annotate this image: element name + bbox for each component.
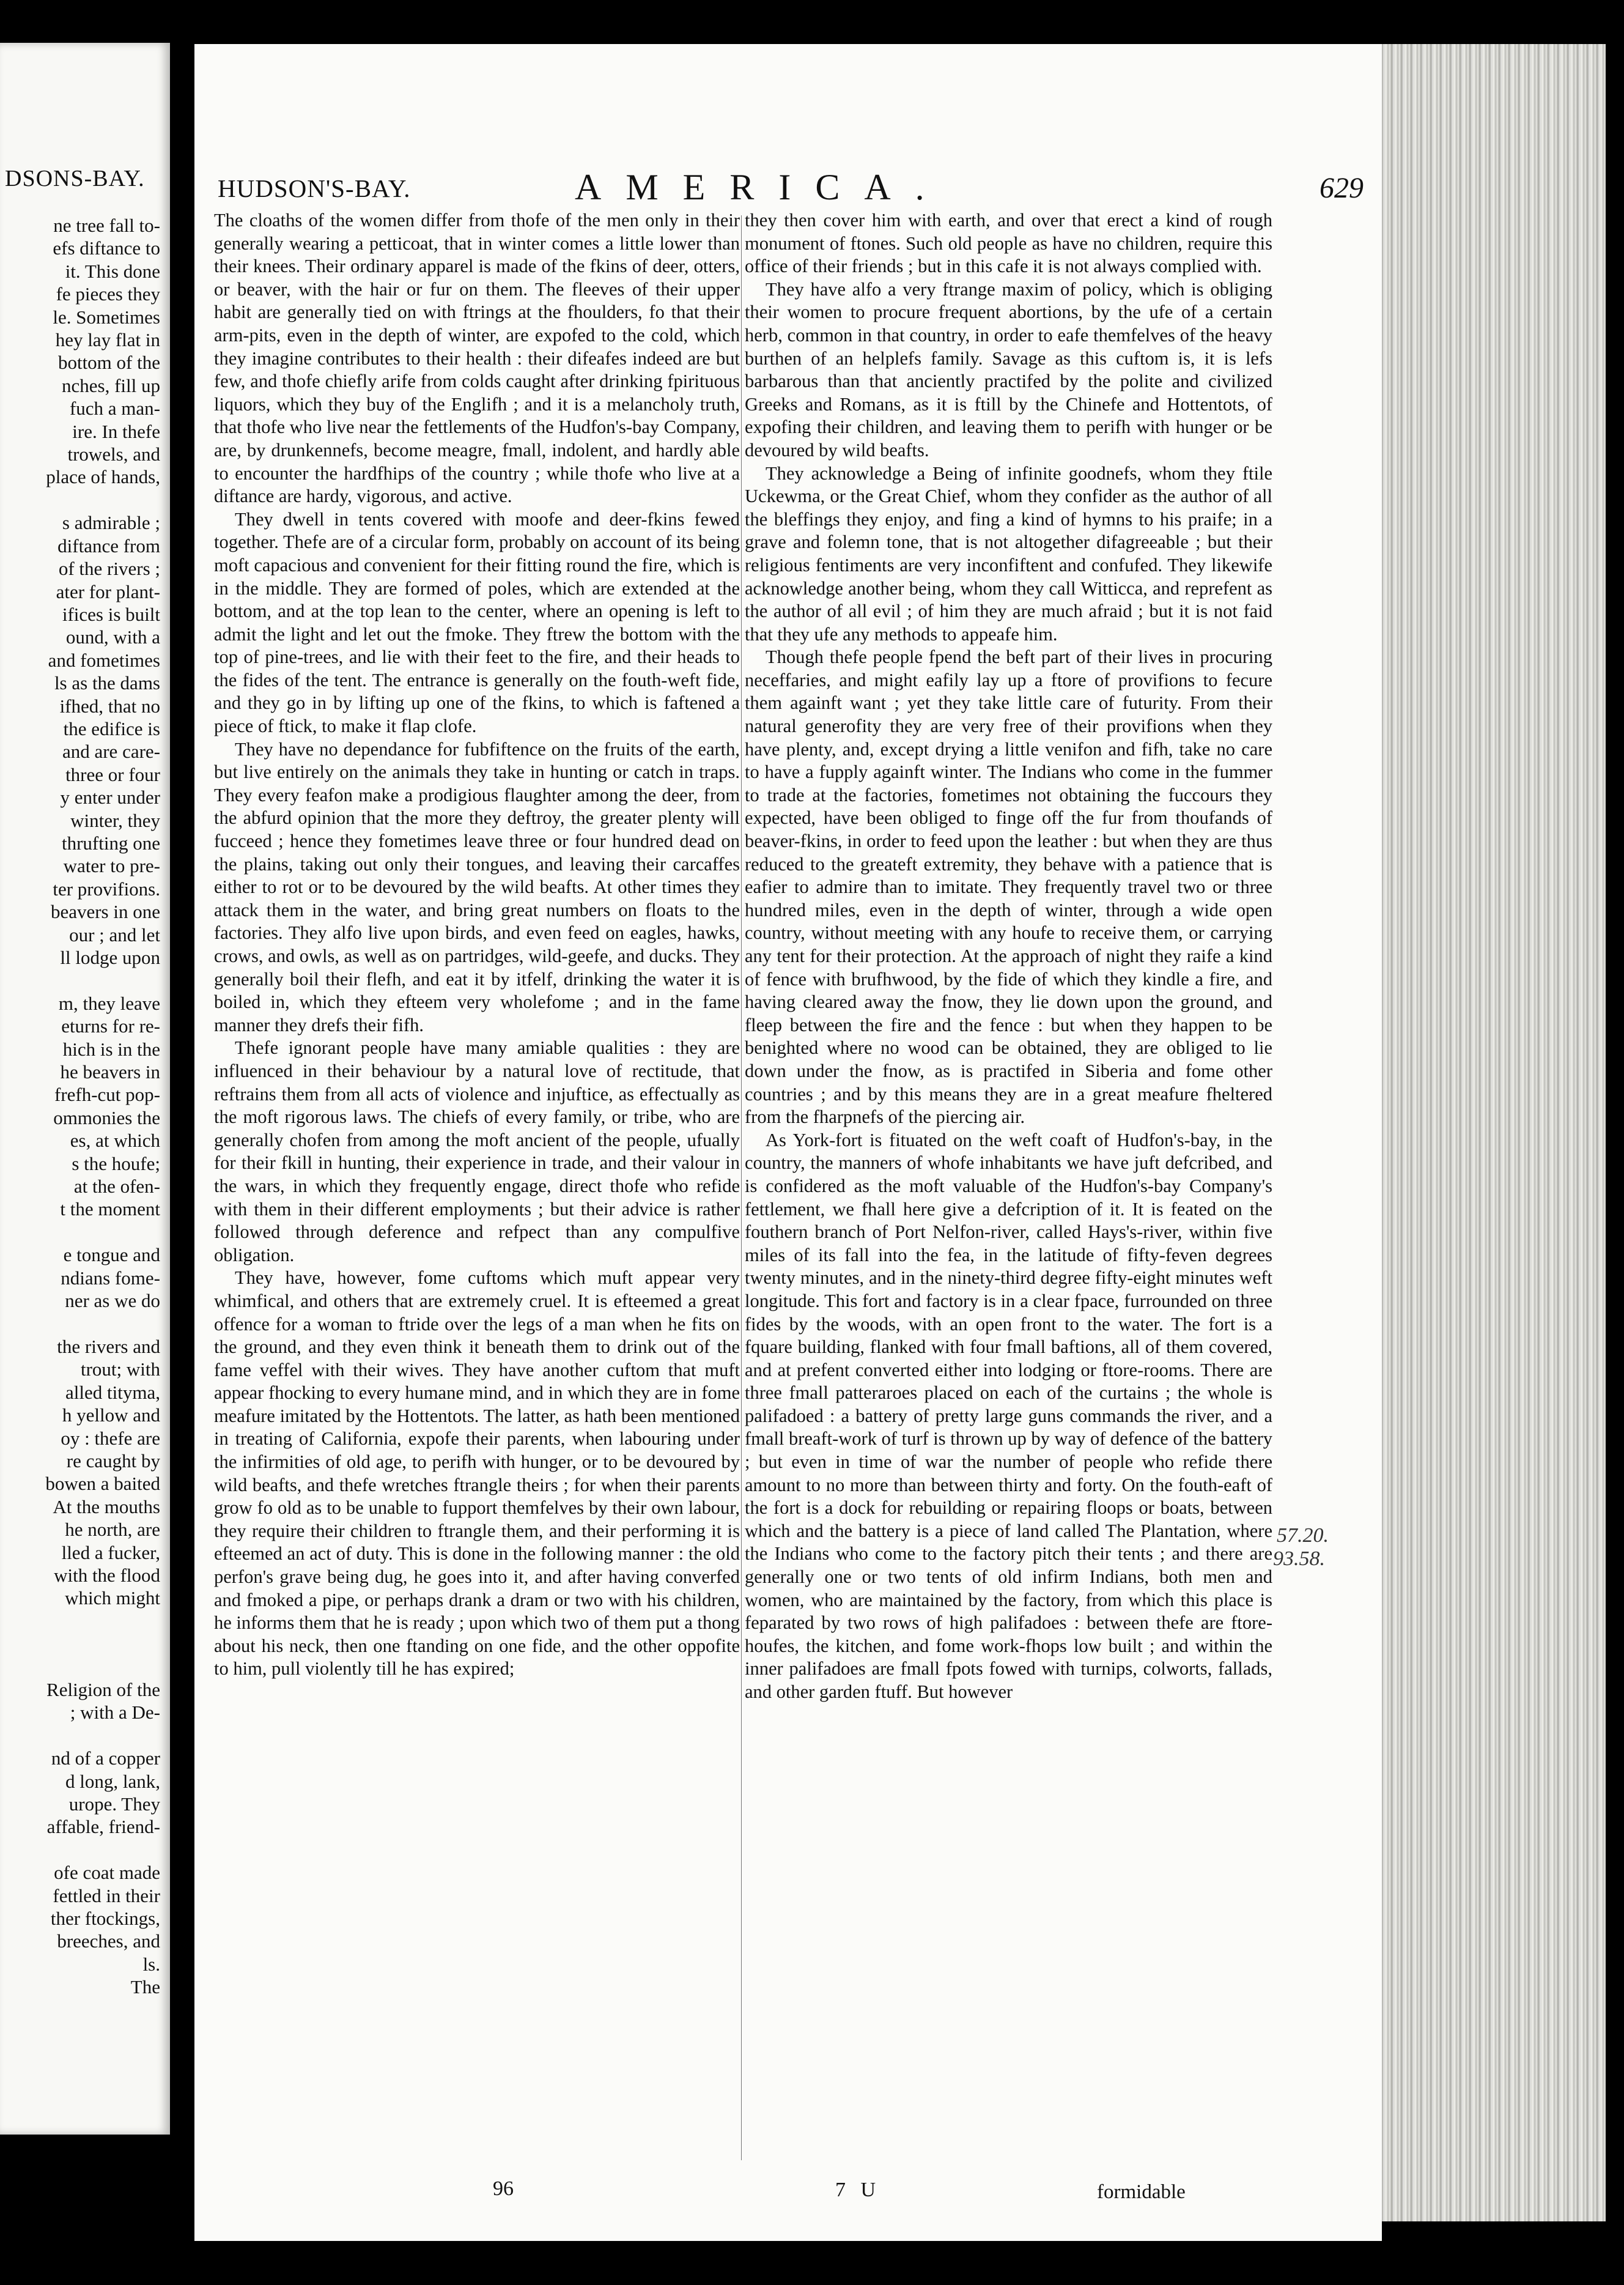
previous-page-line: le. Sometimes [53, 306, 160, 328]
previous-page-line: m, they leave [58, 992, 160, 1014]
previous-page-line: e tongue and [63, 1244, 160, 1266]
previous-page-line: s admirable ; [62, 512, 160, 534]
previous-page-line: nches, fill up [62, 374, 160, 396]
previous-page-line: at the ofen- [73, 1176, 160, 1198]
previous-page-line: place of hands, [46, 466, 160, 488]
previous-page-line: trowels, and [67, 443, 160, 465]
running-head-title: AMERICA. [575, 167, 949, 207]
previous-page-line: with the flood [54, 1564, 160, 1586]
previous-page-line: diftance from [57, 535, 160, 557]
running-head-left: HUDSON'S-BAY. [218, 174, 411, 202]
previous-page-line: ndians fome- [61, 1267, 160, 1289]
previous-page-line: trout; with [80, 1358, 160, 1380]
previous-page-line: he north, are [65, 1519, 160, 1541]
right-column [745, 209, 1272, 1704]
previous-page-line: ne tree fall to- [53, 215, 160, 236]
previous-page-line: h yellow and [62, 1404, 160, 1426]
previous-page-line: ls as the dams [54, 672, 160, 694]
previous-page-line [0, 1632, 160, 1655]
page-edges [1375, 44, 1606, 2221]
margin-note-longitude: 93.58. [1273, 1547, 1325, 1570]
previous-page-line: y enter under [60, 787, 160, 809]
previous-page-line: thrufting one [62, 832, 160, 854]
previous-page-line [0, 1839, 160, 1861]
previous-page-header: DSONS-BAY. [5, 166, 145, 191]
previous-page-line [0, 1724, 160, 1747]
previous-page-line [0, 1313, 160, 1335]
previous-page-line: oy : thefe are [61, 1427, 160, 1449]
previous-page-line: nd of a copper [51, 1747, 160, 1769]
previous-page-line: affable, friend- [46, 1816, 160, 1838]
left-column [214, 209, 740, 1681]
previous-page-line: water to pre- [63, 855, 160, 877]
previous-page-line: and fometimes [48, 649, 160, 671]
previous-page-line: ; with a De- [70, 1702, 160, 1724]
previous-page-line: fe pieces they [56, 283, 160, 305]
paragraph: They dwell in tents covered with moofe and deer-fkins fewed together. Thefe are of a circular form, probably on account of its being moft capacious and convenient for their fitting round the fire, which is in the middle. They are formed of poles, which are extended at the bottom, and at the top lean to the center, where an opening is left to admit the light and let out the fmoke. They ftrew the bottom with the top of pine-trees, and lie with their feet to the fire, and their heads to the fides of the tent. The entrance is generally on the fouth-weft fide, and they go in by lifting up one of the fkins, to which is faftened a piece of ftick, to make it flap clofe. [214, 508, 740, 737]
paragraph: They have no dependance for fubfiftence on the fruits of the earth, but live entirely on the animals they take in hunting or catch in traps. They every feafon make a prodigious flaughter among the deer, from the abfurd opinion that the more they deftroy, the greater plenty will fucceed ; hence they fometimes leave three or four hundred dead on the plains, taking out only their tongues, and leaving their carcaffes either to rot or to be devoured by the wild beafts. At other times they attack them in the water, and bring great numbers on floats to the factories. They alfo live upon birds, and even feed on eagles, hawks, crows, and owls, as well as on partridges, wild-geefe, and ducks. They generally boil their flefh, and eat it by itfelf, drinking the water it is boiled in, which they efteem very wholefome ; and in the fame manner they drefs their fifh. [214, 738, 740, 1035]
previous-page-line: ound, with a [65, 626, 160, 648]
previous-page-line: bowen a baited [45, 1473, 160, 1495]
previous-page-line: ther ftockings, [50, 1908, 160, 1930]
previous-page-line: ls. [142, 1953, 160, 1975]
previous-page-line: d long, lank, [65, 1770, 160, 1792]
previous-page-line: At the mouths [53, 1495, 160, 1517]
previous-page-line: fettled in their [53, 1884, 160, 1906]
paragraph: they then cover him with earth, and over that erect a kind of rough monument of ftones. Such old people as have no children, require this office of their friends ; but in this cafe it is not always complied with. [745, 210, 1272, 277]
previous-page-line: it. This done [65, 260, 160, 282]
previous-page-line: breeches, and [57, 1930, 160, 1952]
previous-page-line [0, 1656, 160, 1678]
book-page [194, 44, 1382, 2241]
previous-page-line [0, 969, 160, 991]
previous-page-line: ifices is built [62, 603, 160, 625]
previous-page-line: alled tityma, [65, 1381, 160, 1403]
paragraph: Thefe ignorant people have many amiable qualities : they are influenced in their behaviour by a natural love of rectitude, that reftrains them from all acts of violence and injuftice, as effectually as the moft rigorous laws. The chiefs of every family, or tribe, who are generally chofen from among the moft ancient of the people, ufually for their fkill in hunting, their experience in trade, and their valour in the wars, in which they frequently engage, direct thofe who refide with them in their different employments ; but their advice is rather followed through deference and refpect than any compulfive obligation. [214, 1037, 740, 1265]
previous-page-line: ter provifions. [53, 878, 160, 900]
previous-page-line: fuch a man- [69, 398, 160, 420]
running-head [194, 167, 1382, 210]
previous-page-line: the rivers and [57, 1335, 160, 1357]
previous-page-line: efs diftance to [53, 237, 160, 259]
previous-page-line: s the houfe; [72, 1152, 160, 1174]
previous-page-line: es, at which [70, 1130, 160, 1152]
previous-page-line: lled a fucker, [61, 1541, 160, 1563]
paragraph: They have alfo a very ftrange maxim of policy, which is obliging their women to procure frequent abortions, by the ufe of a certain herb, common in that country, in order to eafe themfelves of the heavy burthen of an helplefs family. Savage as this cuftom is, it is lefs barbarous than that anciently practifed by the polite and civilized Greeks and Romans, as it is ftill by the Chinefe and Hottentots, of expofing their children, and leaving them to perifh with hunger or be devoured by wild beafts. [745, 278, 1272, 461]
previous-page-line: hich is in the [62, 1038, 160, 1060]
paragraph: They acknowledge a Being of infinite goodnefs, whom they ftile Uckewma, or the Great Chief, whom they confider as the author of all the bleffings they enjoy, and fing a kind of hymns to his praife; in a grave and folemn tone, that is not altogether difagreeable ; but their religious fentiments are very inconfiftent and confufed. They likewife acknowledge another being, whom they call Witticca, and reprefent as the author of all evil ; of him they are much afraid ; but it is not faid that they ufe any methods to appeafe him. [745, 462, 1272, 645]
previous-page-line: ofe coat made [54, 1862, 160, 1884]
previous-page-line: ll lodge upon [60, 947, 160, 968]
previous-page-line: ire. In thefe [72, 420, 160, 442]
signature-mark: 96 [493, 2177, 514, 2200]
previous-page-line: beavers in one [50, 901, 160, 923]
previous-page-line: Religion of the [46, 1679, 160, 1700]
gathering-mark: 7 U [835, 2179, 881, 2201]
column-rule [741, 215, 742, 2160]
previous-page-line: t the moment [60, 1198, 160, 1220]
previous-page-line [0, 1610, 160, 1632]
previous-page-line: The [130, 1976, 160, 1998]
previous-page-line: winter, they [70, 809, 160, 831]
previous-page-line: ater for plant- [56, 580, 160, 602]
previous-page-line: ommonies the [53, 1106, 160, 1128]
previous-page-line [0, 1221, 160, 1243]
paragraph: Though thefe people fpend the beft part of their lives in procuring neceffaries, and might eafily lay up a ftore of provifions to fecure them againft want ; yet they take little care of futurity. From their natural generofity they are very free of their provifions when they have plenty, and, except drying a little venifon and fifh, take no care to have a fupply againft winter. The Indians who come in the fummer to trade at the factories, fometimes not obtaining the fuccours they expected, have been obliged to finge off the fur from thoufands of beaver-fkins, in order to feed upon the leather : but when they are thus reduced to the greateft extremity, they behave with a patience that is eafier to admire than to imitate. They frequently travel two or three hundred miles, even in the depth of winter, through a wide open country, without meeting with any houfe to receive them, or carrying any tent for their protection. At the approach of night they raife a kind of fence with brufhwood, by the fide of which they kindle a fire, and having cleared away the fnow, they lie down upon the ground, and fleep between the fire and the fence : but when they happen to be benighted where no wood can be obtained, they are obliged to lie down under the fnow, as is practifed in Siberia and fome other countries ; and by this means they are in a great meafure fheltered from the fharpnefs of the piercing air. [745, 646, 1272, 1128]
paragraph: The cloaths of the women differ from thofe of the men only in their generally wearing a petticoat, that in winter comes a little lower than their knees. Their ordinary apparel is made of the fkins of deer, otters, or beaver, with the hair or fur on them. The fleeves of their upper habit are generally tied on with ftrings at the fhoulders, fo that their arm-pits, even in the depth of winter, are expofed to the cold, which they imagine contributes to their health : their difeafes indeed are but few, and thofe chiefly arife from colds caught after drinking fpirituous liquors, which they buy of the Englifh ; and it is a melancholy truth, that thofe who live near the fettlements of the Hudfon's-bay Company, are, by drunkennefs, become meagre, fmall, indolent, and hardly able to encounter the hardfhips of the country ; while thofe who live at a diftance are hardy, vigorous, and active. [214, 210, 740, 507]
previous-page-line: our ; and let [69, 924, 160, 946]
catchword: formidable [1097, 2181, 1186, 2203]
previous-page-line: ner as we do [65, 1290, 160, 1312]
page-number: 629 [1320, 172, 1364, 204]
previous-page-line: re caught by [66, 1450, 160, 1472]
previous-page-line: frefh-cut pop- [54, 1084, 160, 1106]
previous-page-line: he beavers in [60, 1061, 160, 1083]
previous-page-line: bottom of the [57, 352, 160, 374]
previous-page-line: and are care- [62, 741, 160, 763]
margin-note-latitude: 57.20. [1277, 1524, 1329, 1547]
previous-page-text [0, 214, 160, 1999]
paragraph: They have, however, fome cuftoms which muft appear very whimfical, and others that are extremely cruel. It is efteemed a great offence for a woman to ftride over the legs of a man when he fits on the ground, and they even think it beneath them to drink out of the fame veffel with their wives. They have another cuftom that muft appear fhocking to every humane mind, and in which they are in fome meafure imitated by the Hottentots. The latter, as hath been mentioned in treating of California, expofe their parents, when labouring under the infirmities of old age, to perifh with hunger, or to be devoured by wild beafts, and thefe wretches ftrangle theirs ; for when their parents grow fo old as to be unable to fupport themfelves by their own labour, they require their children to ftrangle them, and their performing it is efteemed an act of duty. This is done in the following manner : the old perfon's grave being dug, he goes into it, and after having converfed and fmoked a pipe, or perhaps drank a dram or two with his children, he informs them that he is ready ; upon which two of them put a thong about his neck, then one ftanding on one fide, and the other oppofite to him, pull violently till he has expired; [214, 1267, 740, 1679]
previous-page-line: which might [65, 1587, 160, 1609]
paragraph: As York-fort is fituated on the weft coaft of Hudfon's-bay, in the country, the manners of whofe inhabitants we have juft defcribed, and is confidered as the moft valuable of the Hudfon's-bay Company's fettlement, we fhall here give a defcription of it. It is feated on the fouthern branch of Port Nelfon-river, called Hays's-river, within five miles of its fall into the fea, in the latitude of fifty-feven degrees twenty minutes, and in the ninety-third degree fifty-eight minutes weft longitude. This fort and factory is in a clear fpace, furrounded on three fides by the woods, with an open front to the water. The fort is a fquare building, flanked with four fmall baftions, all of them covered, and at prefent converted either into lodging or ftore-rooms. There are three fmall patteraroes placed on each of the curtains ; the whole is palifadoed : a battery of pretty large guns commands the river, and a fmall breaft-work of turf is thrown up by way of defence of the battery ; but even in time of war the number of people who refide there amount to no more than between thirty and forty. On the fouth-eaft of the fort is a dock for rebuilding or repairing floops or boats, between which and the battery is a piece of land called The Plantation, where the Indians who come to the factory pitch their tents ; and there are generally one or two tents of old infirm Indians, both men and women, who are maintained by the factory, from which this place is feparated by two rows of high palifadoes : between thefe are ftore-houfes, the kitchen, and fome work-fhops low built ; and within the inner palifadoes are fmall fpots fowed with turnips, colworts, fallads, and other garden ftuff. But however [745, 1129, 1273, 1702]
previous-page-line: eturns for re- [61, 1015, 160, 1037]
previous-page-line [0, 489, 160, 511]
previous-page-line: the edifice is [63, 717, 160, 739]
previous-page-line: hey lay flat in [55, 329, 160, 351]
previous-page-line: ifhed, that no [59, 695, 160, 717]
previous-page-line: of the rivers ; [58, 558, 160, 580]
previous-page [0, 43, 170, 2135]
previous-page-line: urope. They [68, 1793, 160, 1815]
previous-page-line: three or four [65, 763, 160, 785]
